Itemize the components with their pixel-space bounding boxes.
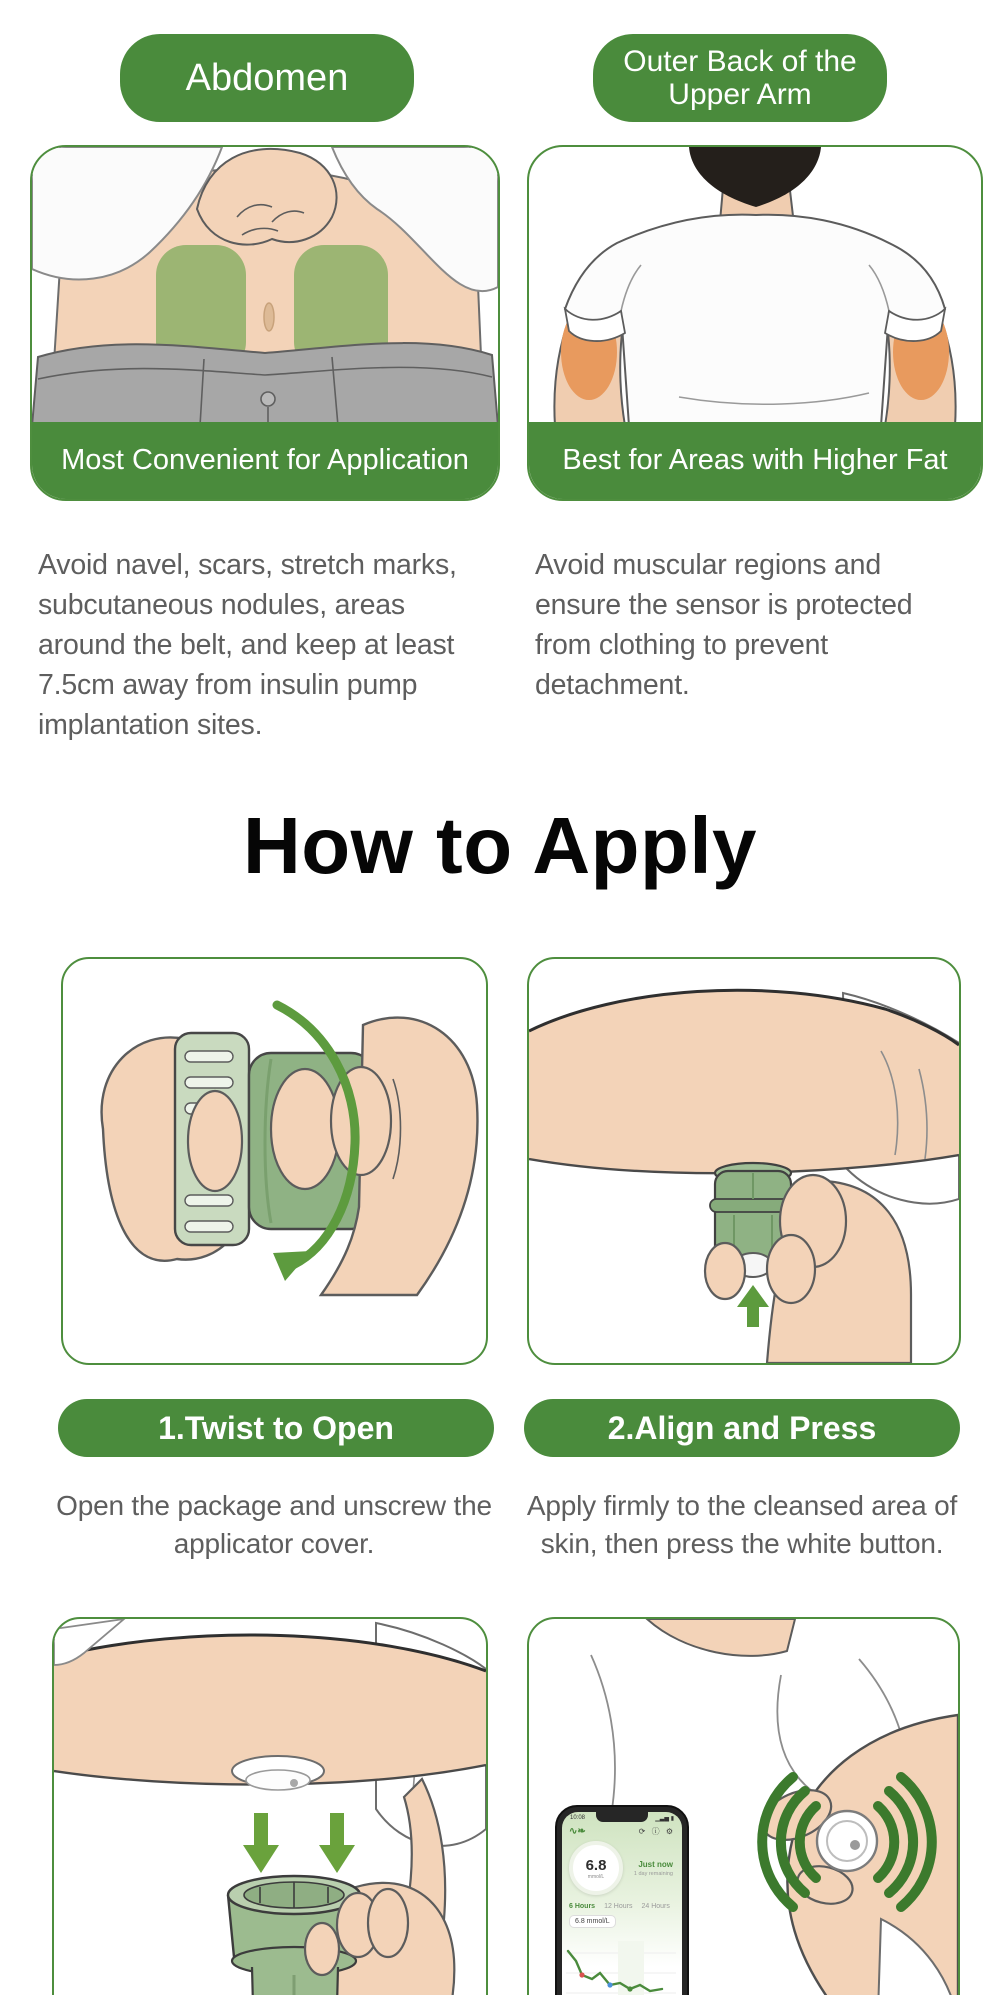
back-of-arms-illustration [529,147,981,426]
step3-panel [52,1617,488,1995]
app-logo-icon: ∿❧ [569,1826,586,1837]
how-to-apply-heading: How to Apply [242,801,758,890]
range-tab-24h: 24 Hours [641,1903,670,1910]
upper-arm-description: Avoid muscular regions and ensure the sensor is protected from clothing to prevent detachment. [535,549,913,701]
phone-status-time: 10:08 [570,1815,586,1821]
range-tab-12h: 12 Hours [604,1903,633,1910]
zone-badge-upper-arm: Outer Back of the Upper Arm [593,34,887,122]
zone-badge-abdomen: Abdomen [120,34,414,122]
range-tab-6h: 6 Hours [569,1903,596,1910]
step4-panel [527,1617,960,1995]
phone-screen [562,1812,682,1995]
phone-notch [596,1812,648,1822]
zone-card-abdomen [30,145,500,501]
step2-panel [527,957,961,1365]
zone-banner-upper-arm: Best for Areas with Higher Fat [529,422,981,499]
sensor-disc [817,1811,877,1871]
step2-description: Apply firmly to the cleansed area of skin, then press the white button. [526,1490,958,1559]
remove-applicator-illustration [54,1619,486,1995]
glucose-unit: mmol/L [587,1873,605,1880]
phone-mockup [555,1805,689,1995]
pull-down-arrows-icon [243,1813,355,1873]
press-up-arrow-icon [737,1285,769,1327]
step2-label-pill: 2.Align and Press [524,1399,960,1457]
zone-card-upper-arm [527,145,983,501]
appbar-icons: ⟳ ⓘ ⚙ [638,1827,675,1836]
freshness-label: Just now [638,1859,673,1869]
align-and-press-illustration [529,959,959,1363]
zone-banner-abdomen: Most Convenient for Application [32,422,498,499]
glucose-value: 6.8 [585,1856,607,1874]
remaining-label: 1 day remaining [633,1870,673,1877]
phone-status-icons: ▁▃▅ ▮ [655,1816,674,1822]
step1-label-pill: 1.Twist to Open [58,1399,494,1457]
step1-description: Open the package and unscrew the applicator cover. [56,1490,492,1559]
step1-panel [61,957,488,1365]
glucose-reading-circle [569,1841,623,1895]
glucose-trend-chart [562,1931,680,1995]
abdomen-illustration [32,147,498,426]
navel [264,303,274,331]
abdomen-description: Avoid navel, scars, stretch marks, subcutaneous nodules, areas around the belt, and keep at least 7.5cm away from insulin pump implantation sites. [38,549,457,741]
reading-chip: 6.8 mmol/L [569,1915,616,1928]
twist-to-open-illustration [63,959,486,1363]
